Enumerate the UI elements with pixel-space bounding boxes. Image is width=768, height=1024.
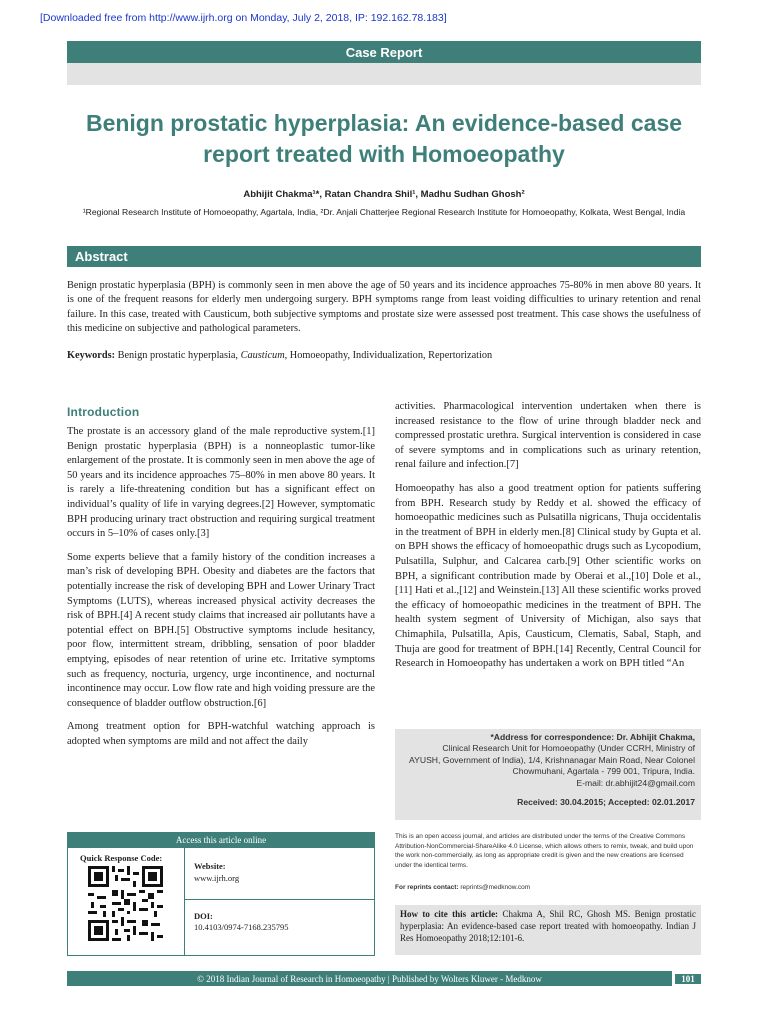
correspondence-box (395, 729, 701, 820)
reprints-line (395, 884, 701, 891)
qr-label: Quick Response Code: (80, 853, 163, 863)
keywords-pre: Benign prostatic hyperplasia, (115, 350, 241, 361)
keywords-post: , Homoeopathy, Individualization, Repertorization (284, 350, 493, 361)
cite-text: Chakma A, Shil RC, Ghosh MS. Benign prostatic hyperplasia: An evidence-based case report treated with homoeopathy. Indian J Res Homoeopathy 2018;12:101-6. (400, 909, 696, 943)
abstract-heading: Abstract (75, 249, 128, 264)
address-line: *Address for correspondence: Dr. Abhijit Chakma, (490, 732, 695, 742)
qr-code-icon[interactable] (88, 866, 163, 941)
left-column (67, 425, 375, 758)
doi-label: DOI: (194, 911, 213, 921)
license-notice: This is an open access journal, and articles are distributed under the terms of the Creative Commons Attribution-NonCommercial-ShareAlike 4.0 License, which allows others to remix, tweak, and build upon the work non-commercially, as long as appropriate credit is given and the new creations are licensed under the identical terms. (395, 833, 694, 869)
access-box-heading: Access this article online (68, 833, 374, 848)
paragraph: Homoeopathy has also a good treatment option for patients suffering from BPH. Research study by Reddy et al. showed the efficacy of homoeopathic medicines such as Pulsatilla nigricans, Thuja occidentalis in the treatment of BPH in elderly men.[8] Clinical study by Gupta et al. on BPH shows the efficacy of homoeopathic drugs such as Lycopodium, Pulsatilla, Sulphur, and Calcarea carb.[9] Other scientific works on BPH, a significant contribution made by Oberai et al.,[10] Dole et al.,[11] Hati et al.,[12] and Weinstein.[13] All these scientific works proved the efficacy of homoeopathic medicines in the treatment of BPH. The health system segment of University of Michigan, also says that Chimaphila, Pulsatilla, Apis, Causticum, Clematis, Sabal, Staph, and Thuja are good for treatment of BPH.[14] Recently, Central Council for Research in Homoeopathy has undertaken a work on BPH titled “An (395, 482, 701, 670)
address-line: Clinical Research Unit for Homoeopathy (Under CCRH, Ministry of (442, 743, 695, 754)
page-footer (67, 971, 701, 986)
author-list: Abhijit Chakma¹*, Ratan Chandra Shil¹, Madhu Sudhan Ghosh² (243, 189, 525, 200)
doi-value[interactable]: 10.4103/0974-7168.235795 (194, 922, 289, 932)
access-article-box (67, 832, 375, 956)
section-label: Case Report (345, 44, 423, 60)
footer-bar (67, 971, 672, 986)
article-title: Benign prostatic hyperplasia: An evidence-based case report treated with Homoeopathy (85, 110, 683, 167)
abstract-text: Benign prostatic hyperplasia (BPH) is commonly seen in men above the age of 50 years and its incidence approaches 75-80% in men above 80 years. It is one of the frequent reasons for elderly men undergoing surgery. BPH symptoms range from least voiding difficulties to urinary retention and renal failure. In this case, treated with Causticum, both subjective symptoms and prostate size were assessed post treatment. This case shows the usefulness of this medicine on subjective and pathological parameters. (67, 280, 701, 334)
paragraph: Some experts believe that a family history of the condition increases a man’s risk of developing BPH. Obesity and diabetes are the factors that potentially increase the risk of developing BPH and Lower Urinary Tract Symptoms (LUTS), whereas increased physical activity decreases the risk of BPH.[4] A recent study claims that increased air pollutants have a potential effect on BPH.[5] Obstructive symptoms include hesitancy, poor flow, intermittent stream, dribbling, sensation of poor bladder emptying, episodes of near retention of urine etc. Irritative symptoms such as frequency, nocturia, urgency, urge incontinence, and nocturnal incontinence may occur. Low flow rate and high voiding pressure are the consequence of bladder outflow obstruction.[6] (67, 551, 375, 709)
how-to-cite-box (395, 905, 701, 955)
address-line: AYUSH, Government of India), 1/4, Krishnanagar Main Road, Near Colonel (409, 754, 695, 765)
gray-band (67, 63, 701, 85)
right-column (395, 400, 701, 681)
download-notice[interactable]: [Downloaded free from http://www.ijrh.org on Monday, July 2, 2018, IP: 192.162.78.183] (40, 12, 447, 24)
address-line: Chowmuhani, Agartala - 799 001, Tripura, India. (512, 766, 695, 777)
keywords-italic: Causticum (240, 350, 285, 361)
paragraph: Among treatment option for BPH-watchful watching approach is adopted when symptoms are mild and not affect the daily (67, 721, 375, 747)
section-label-bar (67, 41, 701, 63)
abstract-heading-bar (67, 246, 701, 267)
email-line[interactable]: E-mail: dr.abhijit24@gmail.com (576, 777, 695, 788)
affiliations: ¹Regional Research Institute of Homoeopathy, Agartala, India, ²Dr. Anjali Chatterjee Regional Research Institute for Homoeopathy, Kolkata, West Bengal, India (82, 207, 686, 217)
paragraph: The prostate is an accessory gland of the male reproductive system.[1] Benign prostatic hyperplasia (BPH) is a nonneoplastic tumor-like enlargement of the prostate. It is commonly seen in men above the age of 50 years and its incidence approaches 75–80% in men above 80 years. It is rarely a life-threatening condition but has a significant effect on individual’s quality of life in varying degrees.[2] However, symptomatic BPH producing urinary tract obstruction and requiring surgical treatment occurs in 5–10% of cases only.[3] (67, 426, 375, 540)
footer-text: © 2018 Indian Journal of Research in Homoeopathy | Published by Wolters Kluwer - Medknow (197, 973, 542, 984)
received-accepted-dates: Received: 30.04.2015; Accepted: 02.01.2017 (517, 797, 695, 808)
paragraph: activities. Pharmacological intervention undertaken when there is increased resistance to the flow of urine through bladder neck and compressed prostatic urethra. Surgical intervention is considered in case of severe symptoms and in complications such as urinary retention, renal failure and infection.[7] (395, 401, 701, 471)
page-number: 101 (675, 974, 701, 984)
introduction-heading: Introduction (67, 405, 140, 419)
cite-label: How to cite this article: (400, 909, 499, 919)
reprints-label: For reprints contact: (395, 884, 459, 891)
box-divider (184, 848, 185, 955)
keywords-label: Keywords: (67, 350, 116, 361)
website-label: Website: (194, 861, 226, 871)
website-link[interactable]: www.ijrh.org (194, 873, 240, 883)
reprints-email[interactable]: reprints@medknow.com (458, 884, 531, 891)
keywords-line (67, 350, 701, 361)
box-divider (184, 899, 374, 900)
